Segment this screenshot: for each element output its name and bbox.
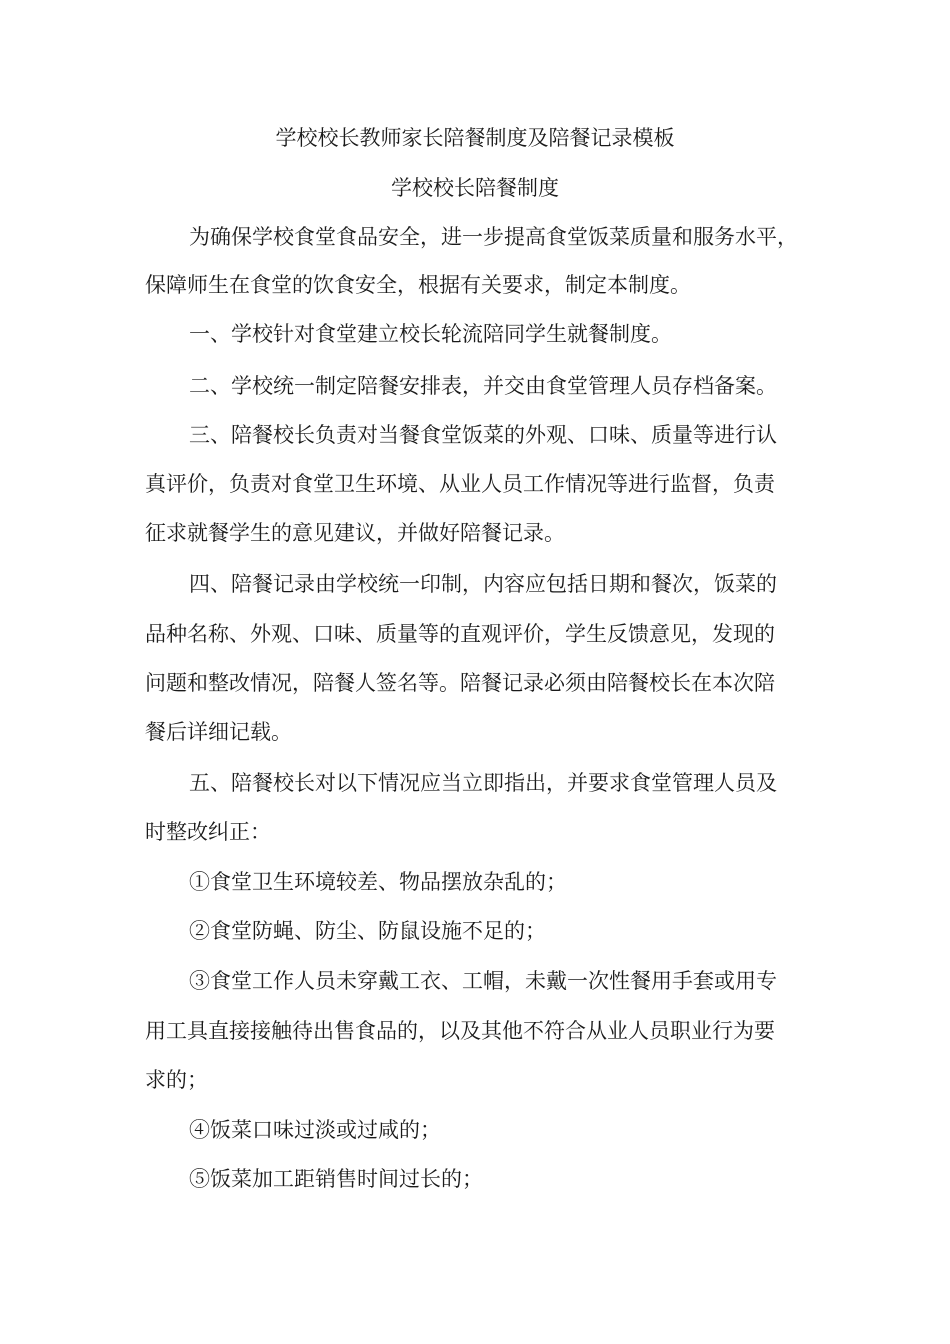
document-subtitle: 学校校长陪餐制度 (391, 176, 559, 200)
list-item: ⑤饭菜加工距销售时间过长的； (189, 1167, 483, 1191)
paragraph-line: 问题和整改情况，陪餐人签名等。陪餐记录必须由陪餐校长在本次陪 (145, 671, 775, 695)
paragraph-line: 五、陪餐校长对以下情况应当立即指出，并要求食堂管理人员及 (189, 771, 777, 795)
paragraph-line: 征求就餐学生的意见建议，并做好陪餐记录。 (145, 521, 565, 545)
paragraph-line: 一、学校针对食堂建立校长轮流陪同学生就餐制度。 (189, 322, 672, 346)
list-item: ③食堂工作人员未穿戴工衣、工帽，未戴一次性餐用手套或用专 (189, 969, 777, 993)
paragraph-line: 求的； (145, 1068, 208, 1092)
paragraph-line: 餐后详细记载。 (145, 720, 292, 744)
paragraph-line: 品种名称、外观、口味、质量等的直观评价，学生反馈意见，发现的 (145, 622, 775, 646)
paragraph-line: 保障师生在食堂的饮食安全，根据有关要求，制定本制度。 (145, 273, 691, 297)
paragraph-line: 三、陪餐校长负责对当餐食堂饭菜的外观、口味、质量等进行认 (189, 423, 777, 447)
paragraph-line: 四、陪餐记录由学校统一印制，内容应包括日期和餐次，饭菜的 (189, 572, 777, 596)
document-title: 学校校长教师家长陪餐制度及陪餐记录模板 (275, 126, 675, 150)
paragraph-line: 为确保学校食堂食品安全，进一步提高食堂饭菜质量和服务水平， (189, 225, 798, 249)
paragraph-line: 时整改纠正： (145, 820, 271, 844)
list-item: ①食堂卫生环境较差、物品摆放杂乱的； (189, 870, 567, 894)
list-item: ④饭菜口味过淡或过咸的； (189, 1118, 441, 1142)
paragraph-line: 真评价，负责对食堂卫生环境、从业人员工作情况等进行监督，负责 (145, 472, 775, 496)
list-item: ②食堂防蝇、防尘、防鼠设施不足的； (189, 919, 546, 943)
paragraph-line: 二、学校统一制定陪餐安排表，并交由食堂管理人员存档备案。 (189, 374, 777, 398)
paragraph-line: 用工具直接接触待出售食品的，以及其他不符合从业人员职业行为要 (145, 1019, 775, 1043)
